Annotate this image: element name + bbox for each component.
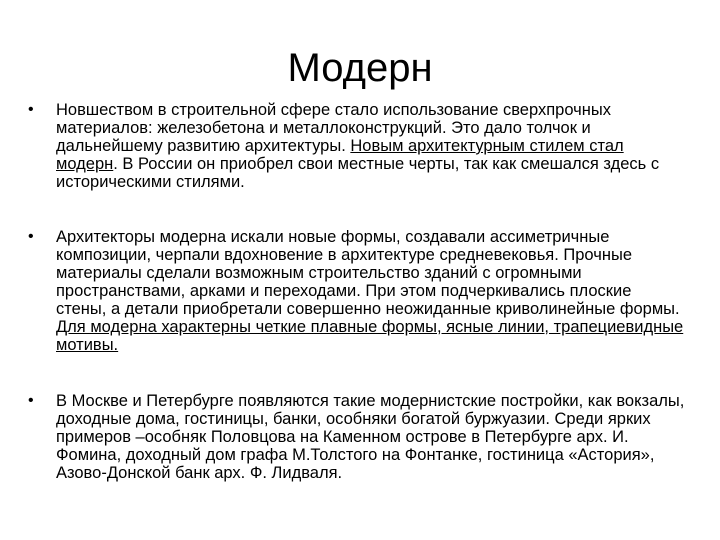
bullet-text [56,392,686,482]
bullet-text-part: Новшеством в строительной сфере стало использование сверхпрочных материалов: железобетона и металлоконструкций. Это дало толчок и дальнейшему развитию архитектуры. [56,101,611,155]
bullet-text-part: Архитекторы модерна искали новые формы, создавали ассиметричные композиции, черпали вдохновение в архитектуре средневековья. Прочные материалы сделали возможным строительство зданий с огромными пространствами, арками и переходами. При этом подчеркивались плоские стены, а детали приобретали совершенно неожиданные криволинейные формы. [56,228,680,318]
bullet-text [56,228,686,354]
bullet-item [28,101,688,191]
bullet-dot-icon: • [28,228,34,245]
bullet-underlined-text: Для модерна характерны четкие плавные формы, ясные линии, трапециевидные мотивы. [56,318,684,354]
bullet-text-part: В Москве и Петербурге появляются такие модернистские постройки, как вокзалы, доходные дома, гостиницы, банки, особняки богатой буржуазии. Среди ярких примеров –особняк Половцова на Каменном острове в Петербурге арх. И. Фомина, доходный дом графа М.Толстого на Фонтанке, гостиница «Астория», Азово-Донской банк арх. Ф. Лидваля. [56,392,685,482]
bullet-dot-icon: • [28,101,34,118]
slide-title-text: Модерн [287,46,433,90]
bullet-text [56,101,686,191]
bullet-underlined-text: Новым архитектурным стилем стал модерн [56,137,624,173]
bullet-dot-icon: • [28,392,34,409]
slide-title [0,44,720,92]
bullet-item [28,228,688,354]
bullet-item [28,392,688,482]
bullet-text-part: . В России он приобрел свои местные черты, так как смешался здесь с историческими стилями. [56,155,660,191]
